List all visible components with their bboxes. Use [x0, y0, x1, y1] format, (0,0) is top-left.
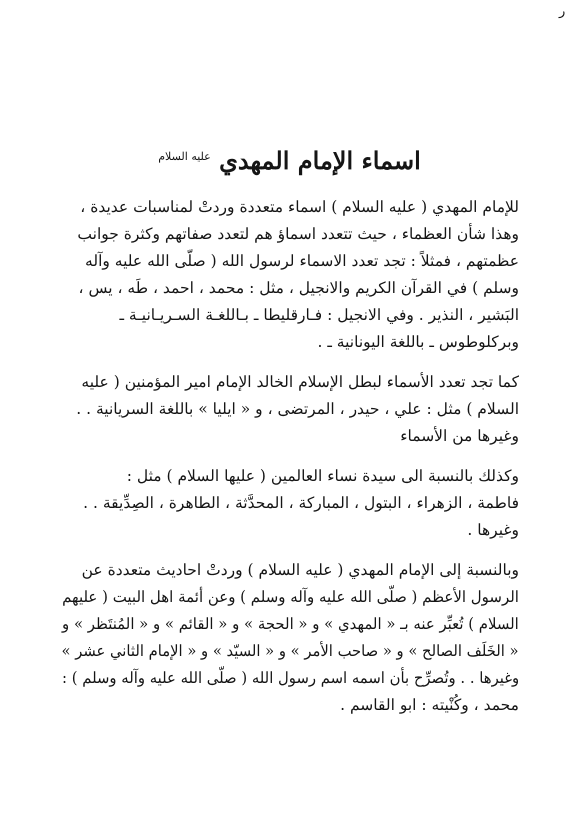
paragraph-1	[0, 194, 579, 356]
text-line	[0, 584, 579, 611]
text-line	[0, 329, 579, 356]
line-text: وسلم ) في القرآن الكريم والانجيل ، مثل : محمد ، احمد ، طَه ، يس ،	[78, 279, 519, 297]
line-text: وغيرها . . وتُصرِّح بأن اسمه اسم رسول الله ( صلّى الله عليه وآله وسلم ) :	[61, 669, 519, 687]
line-text: فاطمة ، الزهراء ، البتول ، المباركة ، المحدَّثة ، الطاهرة ، الصِدِّيقة . .	[83, 494, 519, 512]
paragraph-3	[0, 463, 579, 544]
paragraph-2	[0, 369, 579, 450]
line-text: كما تجد تعدد الأسماء لبطل الإسلام الخالد الإمام امير المؤمنين ( عليه	[81, 373, 519, 391]
paragraph-gap	[0, 356, 579, 369]
line-text: وغيرها .	[467, 521, 519, 539]
line-text: وغيرها من الأسماء	[400, 427, 519, 445]
line-text: للإمام المهدي ( عليه السلام ) اسماء متعددة وردتْ لمناسبات عديدة ،	[80, 198, 519, 216]
title-honorific: عليه السلام	[158, 150, 211, 163]
page-corner-mark: ر	[559, 4, 566, 19]
body-text	[0, 194, 579, 719]
text-line	[0, 221, 579, 248]
text-line	[0, 396, 579, 423]
text-line	[0, 423, 579, 450]
paragraph-gap	[0, 544, 579, 557]
line-text: السلام ) مثل : علي ، حيدر ، المرتضى ، و « ايليا » باللغة السريانية . .	[76, 400, 519, 418]
line-text: « الخَلَف الصالح » و « صاحب الأمر » و « السيّد » و « الإمام الثاني عشر »	[61, 642, 519, 660]
text-line	[0, 490, 579, 517]
text-line	[0, 302, 579, 329]
text-line	[0, 638, 579, 665]
line-text: وبركلوطوس ـ باللغة اليونانية ـ .	[317, 333, 519, 351]
text-line	[0, 665, 579, 692]
text-line	[0, 611, 579, 638]
text-line	[0, 692, 579, 719]
text-line	[0, 557, 579, 584]
paragraph-4	[0, 557, 579, 719]
line-text: عظمتهم ، فمثلاً : تجد تعدد الاسماء لرسول الله ( صلّى الله عليه وآله	[85, 252, 519, 270]
title-text: اسماء الإمام المهدي	[219, 146, 421, 175]
line-text: محمد ، وكُنْيته : ابو القاسم .	[340, 696, 519, 714]
line-text: البَشير ، النذير . وفي الانجيل : فـارقليطا ـ بـاللغـة السـريـانيـة ـ	[119, 306, 519, 324]
page-title	[0, 140, 579, 178]
line-text: وبالنسبة إلى الإمام المهدي ( عليه السلام ) وردتْ احاديث متعددة عن	[81, 561, 519, 579]
text-line	[0, 369, 579, 396]
line-text: السلام ) تُعبِّر عنه بـ « المهدي » و « الحجة » و « القائم » و « المُنتَظر » و	[62, 615, 519, 633]
text-line	[0, 194, 579, 221]
text-line	[0, 275, 579, 302]
text-line	[0, 463, 579, 490]
text-line	[0, 517, 579, 544]
text-line	[0, 248, 579, 275]
line-text: الرسول الأعظم ( صلّى الله عليه وآله وسلم ) وعن أئمة اهل البيت ( عليهم	[62, 588, 519, 606]
line-text: وهذا شأن العظماء ، حيث تتعدد اسماؤ هم لتعدد صفاتهم وكثرة جوانب	[77, 225, 519, 243]
line-text: وكذلك بالنسبة الى سيدة نساء العالمين ( عليها السلام ) مثل :	[126, 467, 519, 485]
paragraph-gap	[0, 450, 579, 463]
